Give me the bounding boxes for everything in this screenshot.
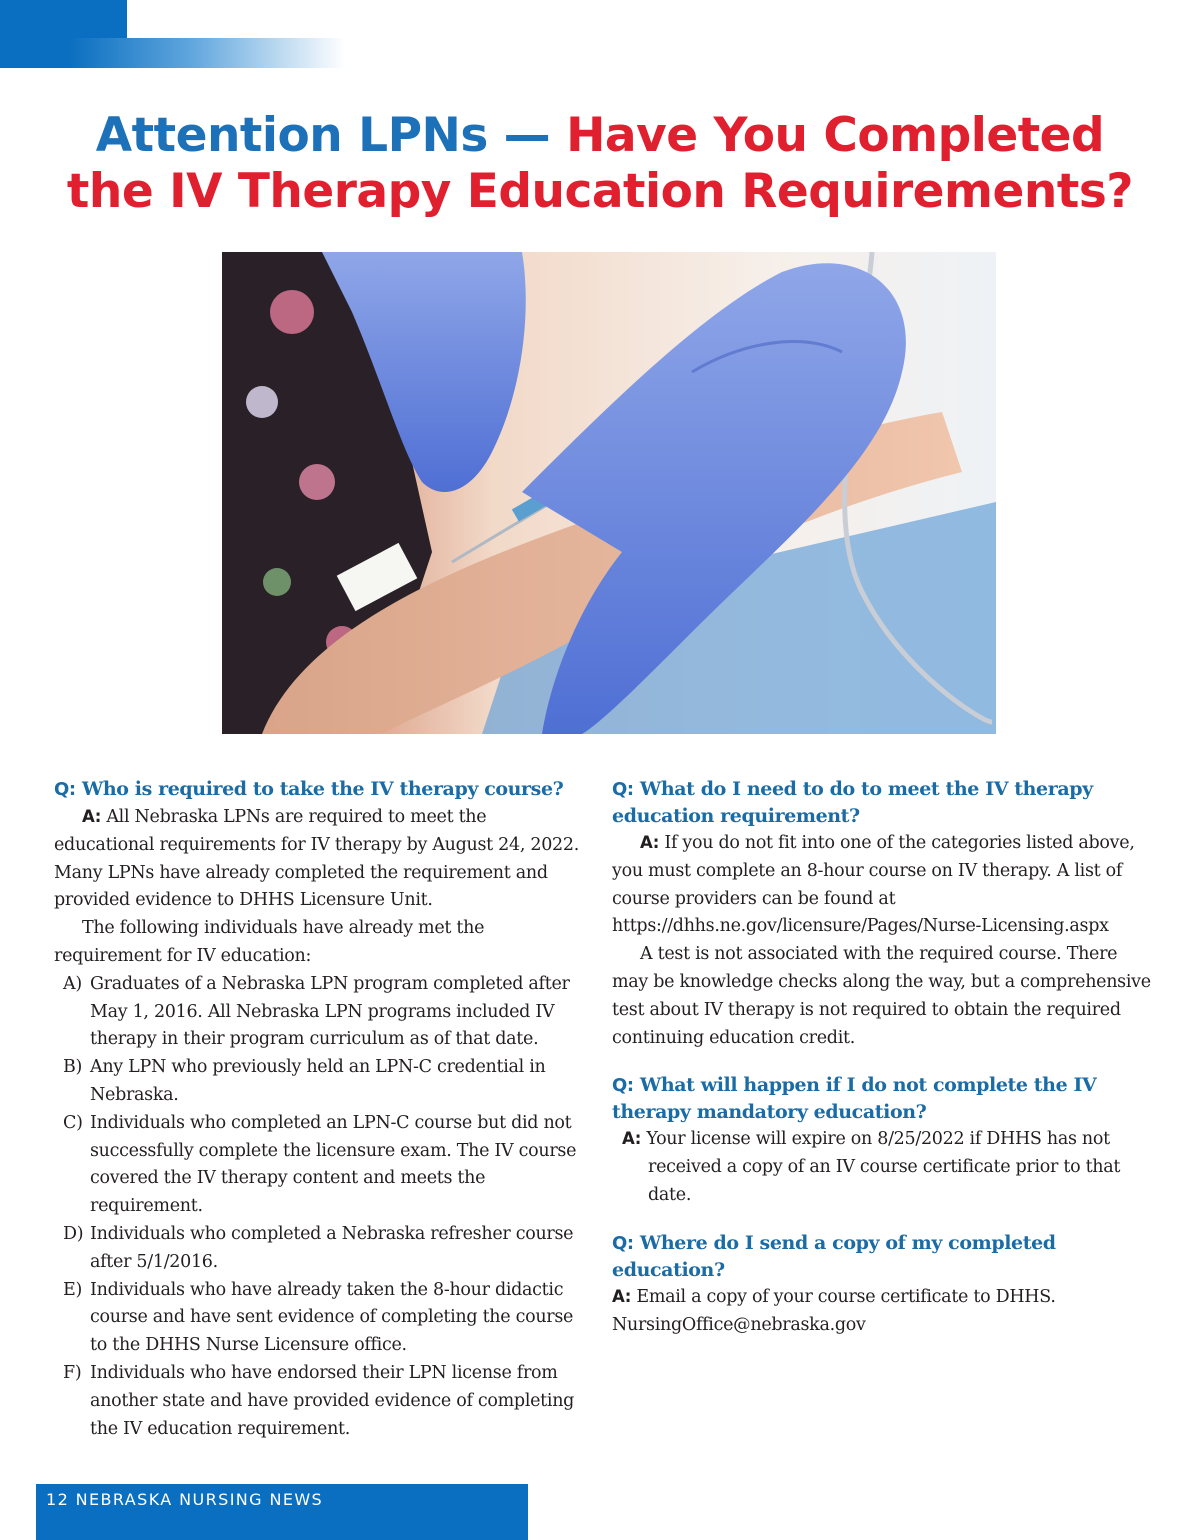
list-letter: D) — [63, 1223, 84, 1244]
question-text: Where do I send a copy of my completed education? — [612, 1231, 1056, 1281]
answer-text: Email a copy of your course certificate to DHHS. — [636, 1286, 1056, 1307]
list-letter: F) — [63, 1362, 82, 1383]
list-item — [54, 1054, 590, 1110]
list-letter: E) — [63, 1279, 83, 1300]
answer-3 — [612, 1125, 1157, 1209]
list-letter: B) — [63, 1057, 83, 1078]
question-2 — [612, 776, 1157, 829]
list-item — [54, 971, 590, 1054]
answer-2 — [612, 829, 1157, 941]
question-1 — [54, 776, 590, 803]
list-text: Individuals who completed an LPN-C course but did not successfully complete the licensure exam. The IV course covered the IV therapy content and meets the requirement. — [90, 1112, 577, 1217]
footer-text — [46, 1490, 323, 1509]
publication-name: NEBRASKA NURSING NEWS — [75, 1490, 324, 1509]
right-column — [612, 776, 1157, 1339]
answer-label: A: — [612, 1286, 632, 1306]
left-column — [54, 776, 590, 1443]
list-item — [54, 1277, 590, 1360]
list-letter: A) — [63, 973, 82, 994]
question-label: Q: — [54, 779, 76, 800]
page-number: 12 — [46, 1490, 70, 1509]
list-item — [54, 1110, 590, 1221]
answer-label: A: — [640, 833, 660, 852]
eligibility-intro: The following individuals have already met the requirement for IV education: — [54, 918, 485, 966]
header-gradient-bar — [0, 38, 345, 68]
eligibility-list — [54, 971, 590, 1444]
title-red-part-2: the IV Therapy Education Requirements? — [66, 164, 1134, 219]
contact-email[interactable]: NursingOffice@nebraska.gov — [612, 1314, 866, 1335]
question-text: Who is required to take the IV therapy course? — [81, 778, 564, 800]
answer-1 — [54, 803, 590, 915]
list-text: Any LPN who previously held an LPN-C credential in Nebraska. — [90, 1057, 546, 1105]
test-note: A test is not associated with the required course. There may be knowledge checks along the way, but a comprehensive test about IV therapy is not required to obtain the required continuing education credit. — [612, 944, 1151, 1048]
question-text: What do I need to do to meet the IV therapy education requirement? — [612, 778, 1093, 827]
question-4 — [612, 1230, 1157, 1283]
list-item — [54, 1360, 590, 1443]
answer-text: All Nebraska LPNs are required to meet the educational requirements for IV therapy by August 24, 2022. Many LPNs have already completed the requirement and provided evidence to DHHS Licensure Unit. — [54, 807, 579, 911]
question-label: Q: — [612, 1075, 634, 1097]
answer-label: A: — [622, 1129, 642, 1149]
page-title — [0, 108, 1200, 220]
question-text: What will happen if I do not complete the IV therapy mandatory education? — [612, 1074, 1097, 1124]
answer-text: If you do not fit into one of the categories listed above, you must complete an 8-hour course on IV therapy. A list of course providers can be found at https://dhhs.ne.gov/licensure/Pages/Nurse-Licensing.aspx — [612, 833, 1135, 937]
question-label: Q: — [612, 1232, 634, 1254]
title-blue-part: Attention LPNs — — [95, 108, 567, 163]
list-text: Individuals who have endorsed their LPN license from another state and have provided evidence of completing the IV education requirement. — [90, 1362, 575, 1439]
answer-4 — [612, 1283, 1157, 1340]
question-label: Q: — [612, 779, 634, 800]
answer-label: A: — [82, 807, 102, 826]
list-text: Individuals who completed a Nebraska refresher course after 5/1/2016. — [90, 1223, 574, 1272]
question-3 — [612, 1072, 1157, 1125]
answer-text: Your license will expire on 8/25/2022 if DHHS has not received a copy of an IV course certificate prior to that date. — [646, 1129, 1121, 1205]
iv-insertion-photo — [222, 252, 996, 734]
title-red-part-1: Have You Completed — [566, 108, 1105, 163]
iv-photo-illustration — [222, 252, 996, 734]
list-text: Graduates of a Nebraska LPN program completed after May 1, 2016. All Nebraska LPN programs included IV therapy in their program curriculum as of that date. — [90, 973, 570, 1050]
list-letter: C) — [63, 1112, 83, 1133]
list-item — [54, 1221, 590, 1277]
list-text: Individuals who have already taken the 8-hour didactic course and have sent evidence of completing the course to the DHHS Nurse Licensure office. — [90, 1279, 574, 1356]
